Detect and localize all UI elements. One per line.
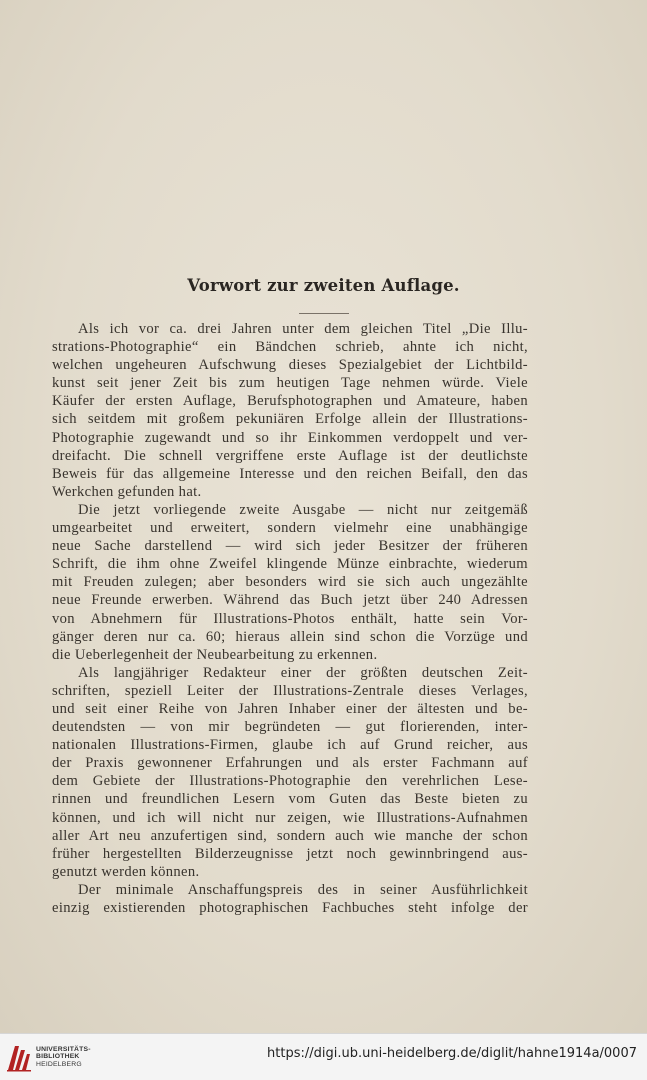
text-line: Als langjähriger Redakteur einer der größten deutschen Zeit-	[78, 664, 528, 681]
text-line: Werkchen gefunden hat.	[52, 483, 202, 500]
body-text	[52, 320, 528, 917]
text-line: die Ueberlegenheit der Neubearbeitung zu erkennen.	[52, 646, 378, 663]
text-line: Als ich vor ca. drei Jahren unter dem gleichen Titel „Die Illu-	[78, 321, 528, 337]
library-name-line: BIBLIOTHEK	[36, 1053, 80, 1061]
text-line: umgearbeitet und erweitert, sondern vielmehr eine unabhängige	[52, 520, 528, 537]
text-line: Der minimale Anschaffungspreis des in seiner Ausführlichkeit	[78, 881, 528, 898]
text-line: rinnen und freundlichen Lesern vom Guten das Beste bieten zu	[52, 791, 528, 808]
text-line: der Praxis gewonnener Erfahrungen und als erster Fachmann auf	[52, 755, 528, 772]
text-line: mit Freuden zulegen; aber besonders wird sie sich auch ungezählte	[52, 574, 528, 591]
text-line: schriften, speziell Leiter der Illustrations-Zentrale dieses Verlages,	[52, 682, 528, 699]
heading-divider	[299, 313, 349, 314]
text-line: Die jetzt vorliegende zweite Ausgabe — nicht nur zeitgemäß	[78, 501, 528, 518]
text-line: Beweis für das allgemeine Interesse und den reichen Beifall, den das	[52, 465, 528, 482]
university-library-logo-icon	[6, 1042, 32, 1072]
text-line: sich seitdem mit großem pekuniären Erfolge allein der Illustrations-	[52, 411, 528, 428]
text-line: kunst seit jener Zeit bis zum heutigen Tage nehmen würde. Viele	[52, 375, 528, 392]
library-name-line: UNIVERSITÄTS-	[36, 1046, 91, 1053]
text-line: früher hergestellten Bilderzeugnisse jetzt noch gewinnbringend aus-	[52, 845, 528, 862]
viewer-footer	[0, 1033, 647, 1080]
text-line: strations-Photographie“ ein Bändchen schrieb, ahnte ich nicht,	[52, 339, 528, 356]
text-line: nationalen Illustrations-Firmen, glaube ich auf Grund reicher, aus	[52, 737, 528, 754]
text-line: gänger deren nur ca. 60; hieraus allein sind schon die Vorzüge und	[52, 628, 528, 645]
text-line: welchen ungeheuren Aufschwung dieses Spezialgebiet der Lichtbild-	[52, 357, 528, 374]
text-line: neue Sache darstellend — wird sich jeder Besitzer der früheren	[52, 538, 528, 555]
text-line: deutendsten — von mir begründeten — gut florierenden, inter-	[52, 719, 528, 736]
permalink-url[interactable]: https://digi.ub.uni-heidelberg.de/diglit/hahne1914a/0007	[267, 1046, 637, 1061]
text-line: neue Freunde erwerben. Während das Buch jetzt über 240 Adressen	[52, 592, 528, 609]
page-heading: Vorwort zur zweiten Auflage.	[187, 276, 460, 295]
text-line: Käufer der ersten Auflage, Berufsphotographen und Amateure, haben	[52, 393, 528, 410]
text-line: von Abnehmern für Illustrations-Photos enthält, hatte sein Vor-	[52, 610, 528, 627]
text-line: aller Art neu anzufertigen sind, sondern auch wie manche der schon	[52, 827, 528, 844]
text-line: und seit einer Reihe von Jahren Inhaber einer der ältesten und be-	[52, 700, 528, 717]
text-line: dem Gebiete der Illustrations-Photographie den verehrlichen Lese-	[52, 773, 528, 790]
text-line: Schrift, die ihm ohne Zweifel klingende Münze einbrachte, wiederum	[52, 556, 528, 573]
library-name	[36, 1046, 91, 1068]
text-line: dreifacht. Die schnell vergriffene erste Auflage ist der deutlichste	[52, 447, 528, 464]
text-line: genutzt werden können.	[52, 863, 200, 880]
text-line: können, und ich will nicht nur zeigen, wie Illustrations-Aufnahmen	[52, 809, 528, 826]
library-name-line: HEIDELBERG	[36, 1060, 82, 1068]
text-line: Photographie zugewandt und so ihr Einkommen verdoppelt und ver-	[52, 429, 528, 446]
text-line: einzig existierenden photographischen Fachbuches steht infolge der	[52, 900, 528, 916]
